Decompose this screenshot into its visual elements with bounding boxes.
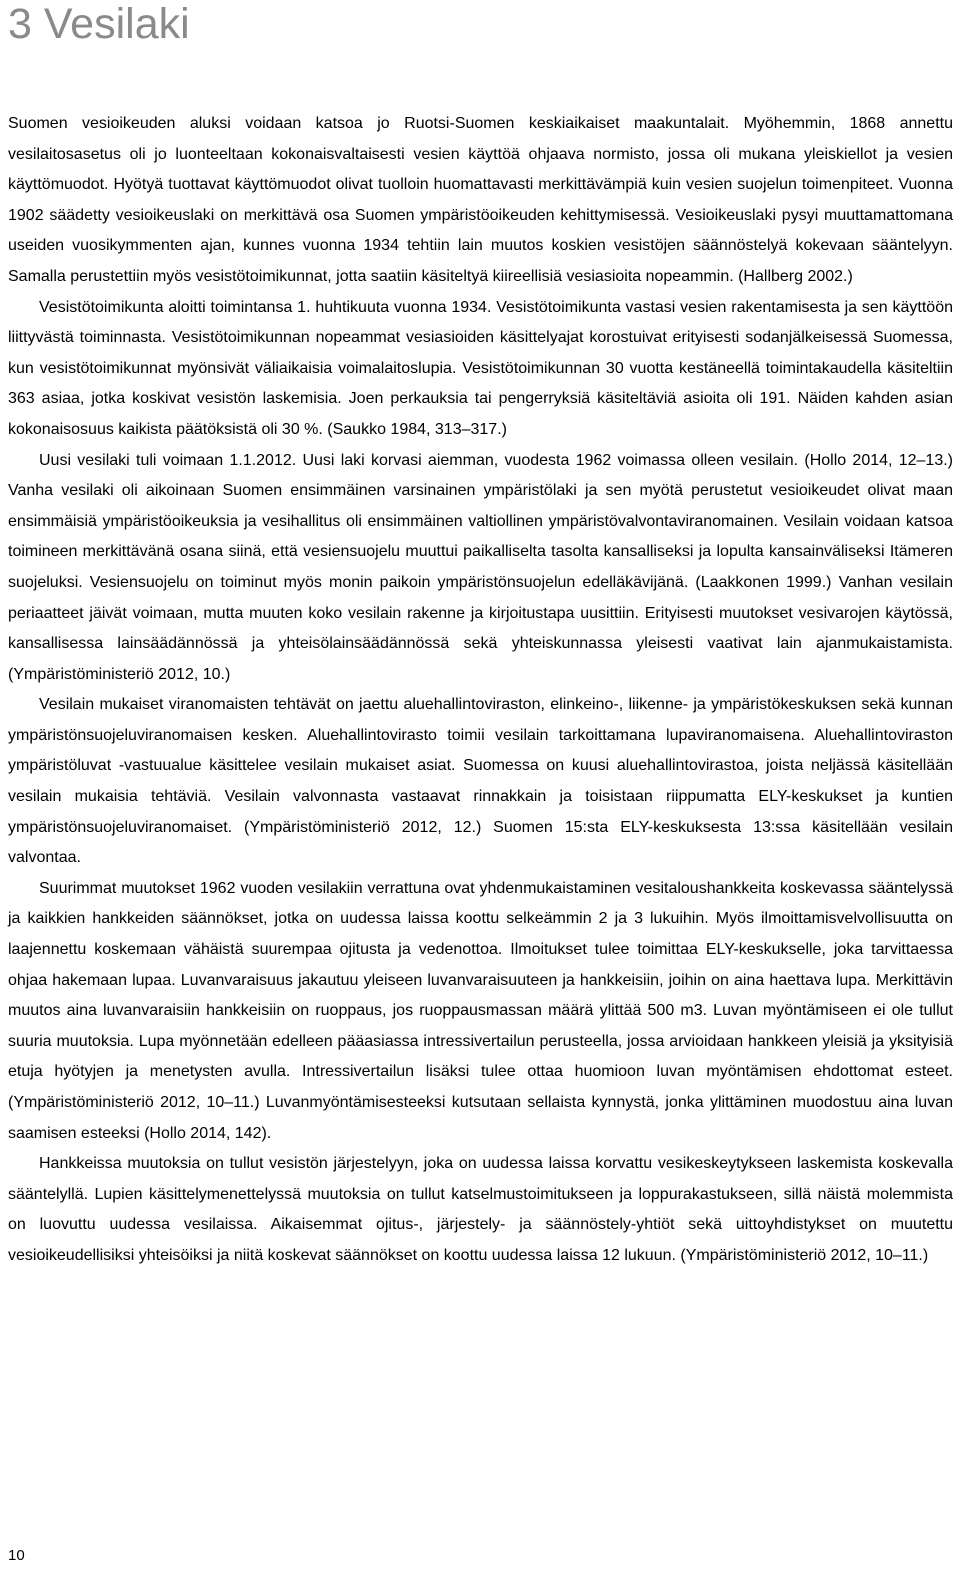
paragraph: Uusi vesilaki tuli voimaan 1.1.2012. Uusi laki korvasi aiemman, vuodesta 1962 voimassa olleen vesilain. (Hollo 2014, 12–13.) Vanha vesilaki oli aikoinaan Suomen ensimmäinen varsinainen ympäristölaki ja sen myötä perustetut vesioikeudet olivat maan ensimmäisiä ympäristöoikeuksia ja vesihallitus oli ensimmäinen valtiollinen ympäristövalvontaviranomainen. Vesilain voidaan katsoa toimineen merkittävänä osana siinä, että vesiensuojelu muuttui paikalliselta tasolta kansalliseksi ja lopulta kansainväliseksi Itämeren suojeluksi. Vesiensuojelu on toiminut myös monin paikoin ympäristönsuojelun edelläkävijänä. (Laakkonen 1999.) Vanhan vesilain periaatteet jäivät voimaan, mutta muuten koko vesilain rakenne ja kirjoitustapa uusittiin. Erityisesti muutokset vesivarojen käytössä, kansallisessa lainsäädännössä ja yhteisölainsäädännössä sekä yhteiskunnassa yleisesti vaativat lain ajanmukaistamista. (Ympäristöministeriö 2012, 10.) (8, 451, 953, 683)
paragraph: Suomen vesioikeuden aluksi voidaan katsoa jo Ruotsi-Suomen keskiaikaiset maakuntalait. Myöhemmin, 1868 annettu vesilaitosasetus oli jo luonteeltaan kokonaisvaltaisesti vesien käyttöä ohjaava normisto, jossa oli mukana yleiskiellot ja vesien käyttömuodot. Hyötyä tuottavat käyttömuodot olivat tuolloin huomattavasti merkittävämpiä kuin vesien suojelun toimenpiteet. Vuonna 1902 säädetty vesioikeuslaki on merkittävä osa Suomen ympäristöoikeuden kehittymisessä. Vesioikeuslaki pysyi muuttamattomana useiden vuosikymmenten ajan, kunnes vuonna 1934 tehtiin lain muutos koskien vesistöjen säännöstelyä kokevaan sääntelyyn. Samalla perustettiin myös vesistötoimikunnat, jotta saatiin käsiteltyä kiireellisiä vesiasioita nopeammin. (Hallberg 2002.) (8, 115, 953, 285)
page-number: 10 (8, 1547, 25, 1564)
document-body (8, 109, 953, 1272)
paragraph: Suurimmat muutokset 1962 vuoden vesilakiin verrattuna ovat yhdenmukaistaminen vesitaloushankkeita koskevassa sääntelyssä ja kaikkien hankkeiden säännökset, jotka on uudessa laissa koottu selkeämmin 2 ja 3 lukuihin. Myös ilmoittamisvelvollisuutta on laajennettu koskemaan vähäistä suurempaa ojitusta ja vedenottoa. Ilmoitukset tulee toimittaa ELY-keskukselle, joka tarvittaessa ohjaa hakemaan lupaa. Luvanvaraisuus jakautuu yleiseen luvanvaraisuuteen ja hankkeisiin, joihin on aina haettava lupa. Merkittävin muutos aina luvanvaraisiin hankkeisiin on ruoppaus, jos ruoppausmassan määrä ylittää 500 m3. Luvan myöntämiseen ei ole tullut suuria muutoksia. Lupa myönnetään edelleen pääasiassa intressivertailun perusteella, jossa arvioidaan hankkeen yleisiä ja yksityisiä etuja hyötyjen ja menetysten avulla. Intressivertailun lisäksi tulee ottaa huomioon luvan myöntämisen ehdottomat esteet. (Ympäristöministeriö 2012, 10–11.) Luvanmyöntämisesteeksi kutsutaan sellaista kynnystä, jonka ylittäminen muodostuu aina luvan saamisen esteeksi (Hollo 2014, 142). (8, 879, 953, 1142)
paragraph: Vesilain mukaiset viranomaisten tehtävät on jaettu aluehallintoviraston, elinkeino-, liikenne- ja ympäristökeskuksen sekä kunnan ympäristönsuojeluviranomaisen kesken. Aluehallintovirasto toimii vesilain tarkoittamana lupaviranomaisena. Aluehallintoviraston ympäristöluvat -vastuualue käsittelee vesilain mukaiset asiat. Suomessa on kuusi aluehallintovirastoa, joista neljässä käsitellään vesilain mukaisia tehtäviä. Vesilain valvonnasta vastaavat rinnakkain ja toisistaan riippumatta ELY-keskukset ja kuntien ympäristönsuojeluviranomaiset. (Ympäristöministeriö 2012, 12.) Suomen 15:sta ELY-keskuksesta 13:ssa käsitellään vesilain valvontaa. (8, 696, 953, 867)
page-title: 3 Vesilaki (8, 0, 190, 48)
paragraph: Hankkeissa muutoksia on tullut vesistön järjestelyyn, joka on uudessa laissa korvattu vesikeskeytykseen laskemista koskevalla sääntelyllä. Lupien käsittelymenettelyssä muutoksia on tullut katselmustoimitukseen ja loppurakastukseen, sillä näistä molemmista on luovuttu uudessa vesilaissa. Aikaisemmat ojitus-, järjestely- ja säännöstely-yhtiöt sekä uittoyhdistykset on muutettu vesioikeudellisiksi yhteisöiksi ja niitä koskevat säännökset on koottu uudessa laissa 12 lukuun. (Ympäristöministeriö 2012, 10–11.) (8, 1155, 953, 1264)
paragraph: Vesistötoimikunta aloitti toimintansa 1. huhtikuuta vuonna 1934. Vesistötoimikunta vastasi vesien rakentamisesta ja sen käyttöön liittyvästä toiminnasta. Vesistötoimikunnan nopeammat vesiasioiden käsittelyajat korostuivat erityisesti sodanjälkeisessä Suomessa, kun vesistötoimikunnat myönsivät väliaikaisia voimalaitoslupia. Vesistötoimikunnan 30 vuotta kestäneellä toimintakaudella käsiteltiin 363 asiaa, jotka koskivat vesistön laskemisia. Joen perkauksia tai pengerryksiä käsiteltäviä asioita oli 191. Näiden kahden asian kokonaisosuus kaikista päätöksistä oli 30 %. (Saukko 1984, 313–317.) (8, 298, 953, 438)
